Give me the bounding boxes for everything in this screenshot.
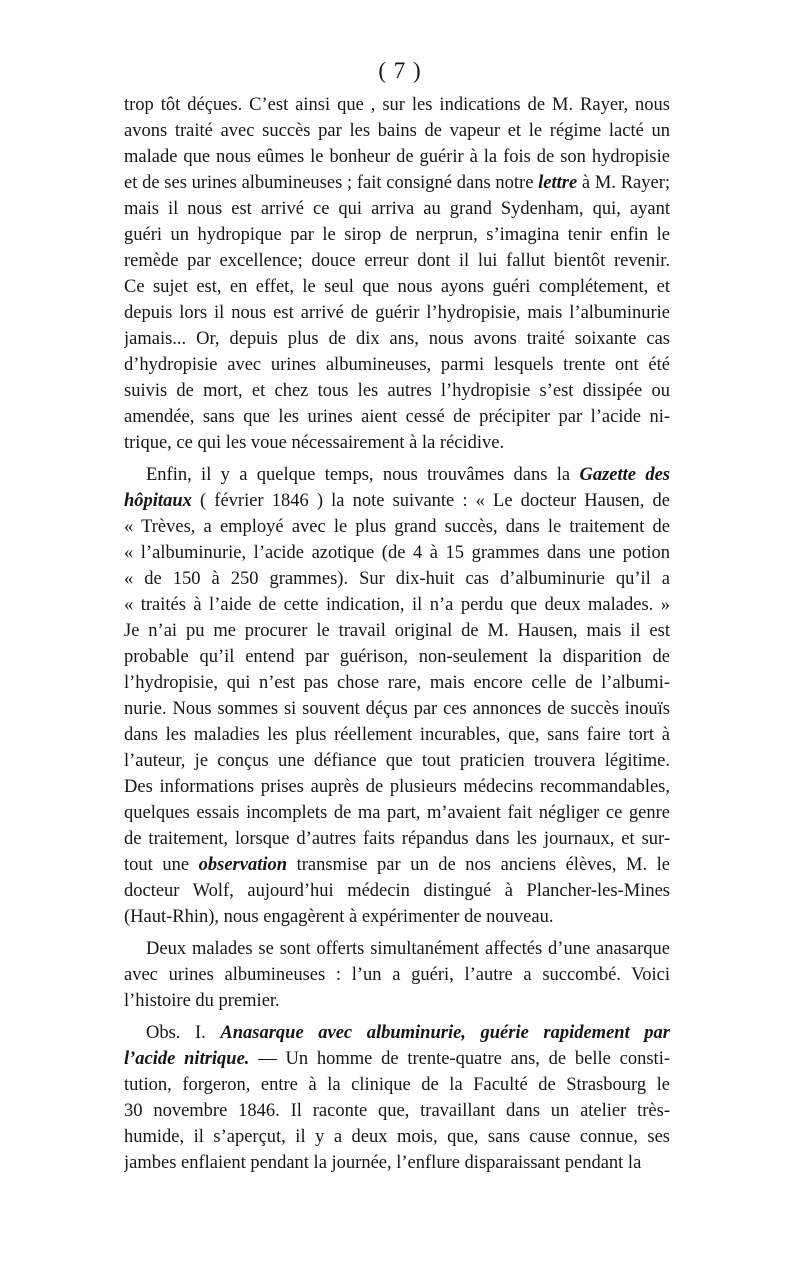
text-line: depuis lors il nous est arrivé de guérir l’hydropisie, mais l’albuminurie: [124, 303, 670, 323]
text-line: jambes enflaient pendant la journée, l’enflure disparaissant pendant la: [124, 1153, 642, 1173]
text-line: jamais... Or, depuis plus de dix ans, nous avons traité soixante cas: [124, 329, 670, 349]
text-line: l’auteur, je conçus une défiance que tout praticien trouvera légitime.: [124, 751, 670, 771]
text-line: « traités à l’aide de cette indication, il n’a perdu que deux malades. »: [124, 595, 670, 615]
text-line: tution, forgeron, entre à la clinique de la Faculté de Strasbourg le: [124, 1075, 670, 1095]
body-text: [124, 92, 670, 1176]
text-line: et de ses urines albumineuses ; fait consigné dans notre lettre à M. Rayer;: [124, 173, 670, 193]
text-line: 30 novembre 1846. Il raconte que, travaillant dans un atelier très-: [124, 1101, 670, 1121]
emphasis-text: hôpitaux: [124, 491, 192, 511]
text-line: quelques essais incomplets de ma part, m’avaient fait négliger ce genre: [124, 803, 670, 823]
text-line: remède par excellence; douce erreur dont il lui fallut bientôt revenir.: [124, 251, 670, 271]
emphasis-text: Gazette des: [579, 465, 670, 485]
text-line: mais il nous est arrivé ce qui arriva au grand Sydenham, qui, ayant: [124, 199, 670, 219]
text-line: l’acide nitrique. — Un homme de trente-quatre ans, de belle consti-: [124, 1049, 670, 1069]
text-line: « l’albuminurie, l’acide azotique (de 4 à 15 grammes dans une potion: [124, 543, 670, 563]
text-line: malade que nous eûmes le bonheur de guérir à la fois de son hydropisie: [124, 147, 670, 167]
text-line: dans les maladies les plus réellement incurables, que, sans faire tort à: [124, 725, 670, 745]
text-line: trop tôt déçues. C’est ainsi que , sur les indications de M. Rayer, nous: [124, 95, 670, 115]
text-line: l’hydropisie, qui n’est pas chose rare, mais encore celle de l’albumi-: [124, 673, 670, 693]
page-number: ( 7 ): [378, 58, 422, 83]
text-line: suivis de mort, et chez tous les autres l’hydropisie s’est dissipée ou: [124, 381, 670, 401]
text-line: l’histoire du premier.: [124, 991, 280, 1011]
text-line: avons traité avec succès par les bains de vapeur et le régime lacté un: [124, 121, 670, 141]
text-line: Je n’ai pu me procurer le travail original de M. Hausen, mais il est: [124, 621, 670, 641]
paragraph: [124, 936, 670, 1014]
paragraph: [124, 92, 670, 456]
emphasis-text: observation: [198, 855, 288, 875]
emphasis-text: Anasarque avec albuminurie, guérie rapidement par: [220, 1023, 670, 1043]
text-line: trique, ce qui les voue nécessairement à la récidive.: [124, 433, 505, 453]
text-line: humide, il s’aperçut, il y a deux mois, que, sans cause connue, ses: [124, 1127, 670, 1147]
text-line: (Haut-Rhin), nous engagèrent à expérimenter de nouveau.: [124, 907, 554, 927]
text-line: guéri un hydropique par le sirop de nerprun, s’imagina tenir enfin le: [124, 225, 670, 245]
text-line: nurie. Nous sommes si souvent déçus par ces annonces de succès inouïs: [124, 699, 670, 719]
text-line: amendée, sans que les urines aient cessé de précipiter par l’acide ni-: [124, 407, 670, 427]
emphasis-text: lettre: [538, 173, 578, 193]
text-line: Deux malades se sont offerts simultanément affectés d’une anasarque: [146, 939, 670, 959]
text-line: d’hydropisie avec urines albumineuses, parmi lesquels trente ont été: [124, 355, 670, 375]
text-line: « Trèves, a employé avec le plus grand succès, dans le traitement de: [124, 517, 670, 537]
text-line: Ce sujet est, en effet, le seul que nous ayons guéri complétement, et: [124, 277, 670, 297]
text-line: Enfin, il y a quelque temps, nous trouvâmes dans la Gazette des: [146, 465, 670, 485]
text-line: « de 150 à 250 grammes). Sur dix-huit cas d’albuminurie qu’il a: [124, 569, 670, 589]
text-line: docteur Wolf, aujourd’hui médecin distingué à Plancher-les-Mines: [124, 881, 670, 901]
text-line: Obs. I. Anasarque avec albuminurie, guérie rapidement par: [146, 1023, 670, 1043]
paragraph: [124, 462, 670, 930]
paragraph: [124, 1020, 670, 1176]
text-line: probable qu’il entend par guérison, non-seulement la disparition de: [124, 647, 670, 667]
text-line: avec urines albumineuses : l’un a guéri, l’autre a succombé. Voici: [124, 965, 670, 985]
text-line: Des informations prises auprès de plusieurs médecins recommandables,: [124, 777, 670, 797]
text-line: hôpitaux ( février 1846 ) la note suivante : « Le docteur Hausen, de: [124, 491, 670, 511]
text-line: de traitement, lorsque d’autres faits répandus dans les journaux, et sur-: [124, 829, 670, 849]
emphasis-text: l’acide nitrique.: [124, 1049, 250, 1069]
text-line: tout une observation transmise par un de nos anciens élèves, M. le: [124, 855, 670, 875]
